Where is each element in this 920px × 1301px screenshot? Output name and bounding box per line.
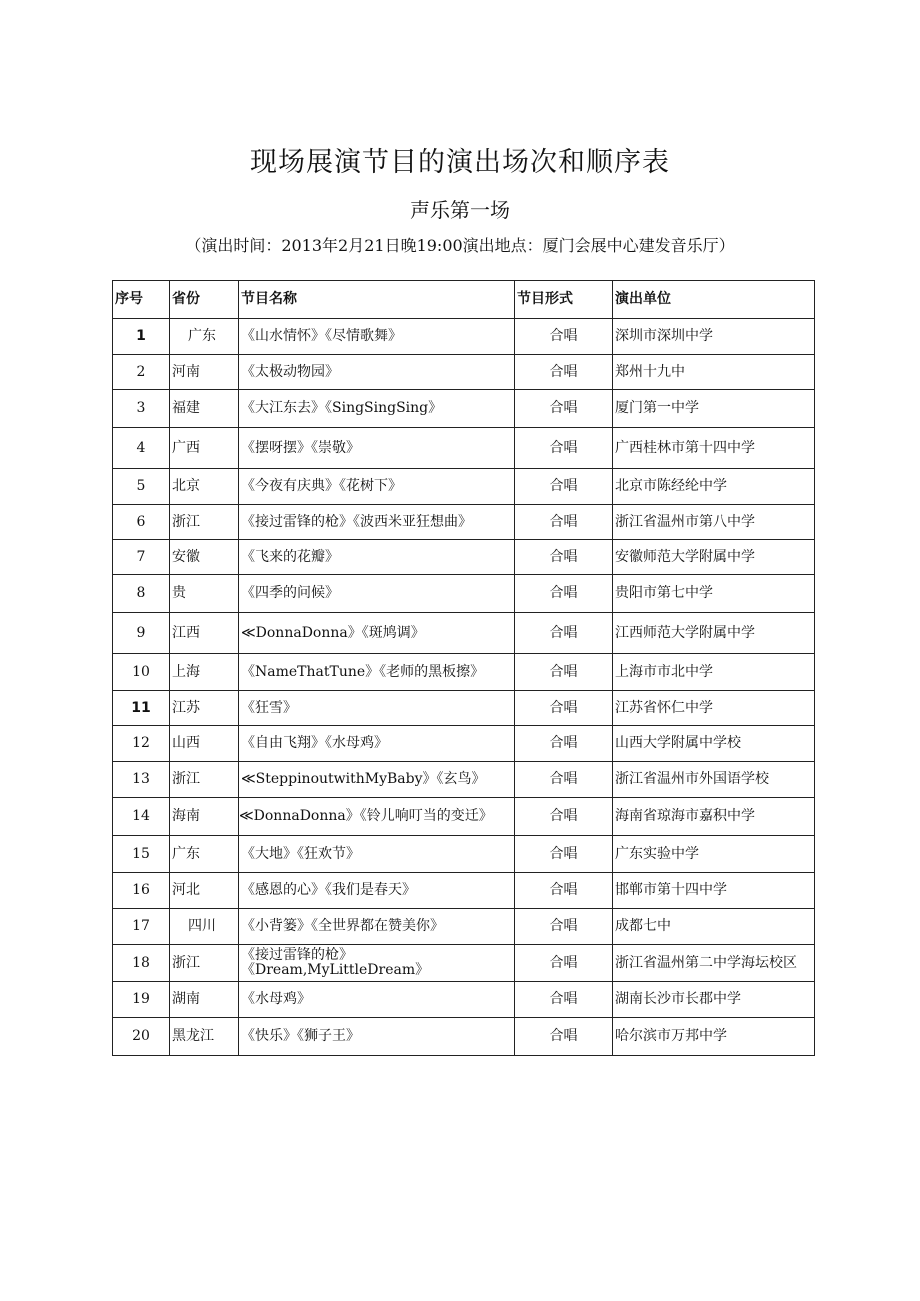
cell-province: 海南	[170, 798, 239, 836]
cell-unit: 成都七中	[613, 909, 815, 945]
table-row	[113, 355, 815, 390]
cell-province: 湖南	[170, 982, 239, 1018]
cell-province: 浙江	[170, 762, 239, 798]
cell-province: 上海	[170, 654, 239, 691]
cell-form: 合唱	[515, 762, 613, 798]
cell-form: 合唱	[515, 575, 613, 613]
cell-no: 9	[113, 613, 170, 654]
header-form: 节目形式	[515, 281, 613, 319]
table-row	[113, 654, 815, 691]
table-row	[113, 505, 815, 540]
cell-form: 合唱	[515, 945, 613, 982]
cell-no: 4	[113, 428, 170, 469]
cell-no: 18	[113, 945, 170, 982]
table-row	[113, 691, 815, 726]
cell-no: 15	[113, 836, 170, 873]
cell-unit: 哈尔滨市万邦中学	[613, 1018, 815, 1056]
cell-program: 《NameThatTune》《老师的黑板擦》	[239, 654, 515, 691]
cell-program: 《大江东去》《SingSingSing》	[239, 390, 515, 428]
cell-program: 《快乐》《狮子王》	[239, 1018, 515, 1056]
cell-province: 四川	[170, 909, 239, 945]
cell-unit: 上海市市北中学	[613, 654, 815, 691]
cell-unit: 浙江省温州第二中学海坛校区	[613, 945, 815, 982]
cell-no: 5	[113, 469, 170, 505]
header-program: 节目名称	[239, 281, 515, 319]
cell-province: 贵	[170, 575, 239, 613]
cell-province: 江西	[170, 613, 239, 654]
cell-form: 合唱	[515, 1018, 613, 1056]
performance-info: （演出时间：2013年2月21日晚19:00演出地点：厦门会展中心建发音乐厅）	[185, 236, 735, 255]
cell-program: 《狂雪》	[239, 691, 515, 726]
cell-unit: 安徽师范大学附属中学	[613, 540, 815, 575]
cell-no: 8	[113, 575, 170, 613]
cell-province: 福建	[170, 390, 239, 428]
cell-form: 合唱	[515, 982, 613, 1018]
cell-unit: 江苏省怀仁中学	[613, 691, 815, 726]
cell-program: 《接过雷锋的枪》《Dream,MyLittleDream》	[239, 945, 515, 982]
cell-no: 16	[113, 873, 170, 909]
table-row	[113, 798, 815, 836]
cell-program: 《自由飞翔》《水母鸡》	[239, 726, 515, 762]
cell-no: 11	[113, 691, 170, 726]
table-row	[113, 540, 815, 575]
program-table	[112, 280, 815, 1056]
table-row	[113, 613, 815, 654]
table-row	[113, 982, 815, 1018]
cell-program: 《水母鸡》	[239, 982, 515, 1018]
cell-no: 10	[113, 654, 170, 691]
cell-unit: 浙江省温州市外国语学校	[613, 762, 815, 798]
cell-unit: 浙江省温州市第八中学	[613, 505, 815, 540]
document-title: 现场展演节目的演出场次和顺序表	[250, 147, 670, 178]
cell-province: 广东	[170, 319, 239, 355]
cell-unit: 山西大学附属中学校	[613, 726, 815, 762]
cell-form: 合唱	[515, 505, 613, 540]
header-no: 序号	[113, 281, 170, 319]
table-row	[113, 836, 815, 873]
cell-province: 广西	[170, 428, 239, 469]
cell-form: 合唱	[515, 469, 613, 505]
cell-no: 19	[113, 982, 170, 1018]
cell-program: 《接过雷锋的枪》《波西米亚狂想曲》	[239, 505, 515, 540]
cell-province: 浙江	[170, 505, 239, 540]
table-row	[113, 762, 815, 798]
cell-program: 《摆呀摆》《崇敬》	[239, 428, 515, 469]
cell-program: 《山水情怀》《尽情歌舞》	[239, 319, 515, 355]
cell-unit: 广西桂林市第十四中学	[613, 428, 815, 469]
cell-no: 7	[113, 540, 170, 575]
cell-program: ≪DonnaDonna》《斑鸠调》	[239, 613, 515, 654]
table-row	[113, 909, 815, 945]
cell-unit: 海南省琼海市嘉积中学	[613, 798, 815, 836]
cell-no: 3	[113, 390, 170, 428]
cell-province: 河北	[170, 873, 239, 909]
cell-no: 12	[113, 726, 170, 762]
table-row	[113, 945, 815, 982]
cell-form: 合唱	[515, 390, 613, 428]
table-row	[113, 1018, 815, 1056]
cell-form: 合唱	[515, 428, 613, 469]
cell-form: 合唱	[515, 798, 613, 836]
header-province: 省份	[170, 281, 239, 319]
cell-unit: 江西师范大学附属中学	[613, 613, 815, 654]
cell-program: 《感恩的心》《我们是春天》	[239, 873, 515, 909]
cell-province: 河南	[170, 355, 239, 390]
cell-form: 合唱	[515, 873, 613, 909]
cell-province: 江苏	[170, 691, 239, 726]
cell-province: 安徽	[170, 540, 239, 575]
cell-form: 合唱	[515, 540, 613, 575]
cell-program: 《飞来的花瓣》	[239, 540, 515, 575]
document-subtitle: 声乐第一场	[410, 198, 510, 222]
cell-form: 合唱	[515, 613, 613, 654]
cell-province: 北京	[170, 469, 239, 505]
header-unit: 演出单位	[613, 281, 815, 319]
cell-no: 14	[113, 798, 170, 836]
cell-form: 合唱	[515, 319, 613, 355]
cell-no: 13	[113, 762, 170, 798]
cell-form: 合唱	[515, 691, 613, 726]
cell-province: 黑龙江	[170, 1018, 239, 1056]
cell-program: ≪SteppinoutwithMyBaby》《玄鸟》	[239, 762, 515, 798]
table-row	[113, 428, 815, 469]
cell-form: 合唱	[515, 909, 613, 945]
cell-no: 2	[113, 355, 170, 390]
table-row	[113, 575, 815, 613]
cell-unit: 湖南长沙市长郡中学	[613, 982, 815, 1018]
cell-unit: 贵阳市第七中学	[613, 575, 815, 613]
cell-unit: 深圳市深圳中学	[613, 319, 815, 355]
table-row	[113, 319, 815, 355]
cell-form: 合唱	[515, 836, 613, 873]
cell-program: 《今夜有庆典》《花树下》	[239, 469, 515, 505]
cell-unit: 郑州十九中	[613, 355, 815, 390]
cell-program: ≪DonnaDonna》《铃儿响叮当的变迁》	[239, 798, 515, 836]
table-row	[113, 469, 815, 505]
table-row	[113, 726, 815, 762]
table-row	[113, 390, 815, 428]
cell-program: 《四季的问候》	[239, 575, 515, 613]
cell-province: 浙江	[170, 945, 239, 982]
cell-program: 《大地》《狂欢节》	[239, 836, 515, 873]
cell-form: 合唱	[515, 726, 613, 762]
cell-no: 17	[113, 909, 170, 945]
cell-unit: 广东实验中学	[613, 836, 815, 873]
cell-form: 合唱	[515, 654, 613, 691]
cell-program: 《小背篓》《全世界都在赞美你》	[239, 909, 515, 945]
cell-no: 20	[113, 1018, 170, 1056]
cell-no: 1	[113, 319, 170, 355]
cell-unit: 厦门第一中学	[613, 390, 815, 428]
cell-unit: 邯郸市第十四中学	[613, 873, 815, 909]
cell-no: 6	[113, 505, 170, 540]
table-row	[113, 873, 815, 909]
cell-province: 山西	[170, 726, 239, 762]
cell-unit: 北京市陈经纶中学	[613, 469, 815, 505]
cell-form: 合唱	[515, 355, 613, 390]
cell-program: 《太极动物园》	[239, 355, 515, 390]
table-header-row	[113, 281, 815, 319]
cell-province: 广东	[170, 836, 239, 873]
